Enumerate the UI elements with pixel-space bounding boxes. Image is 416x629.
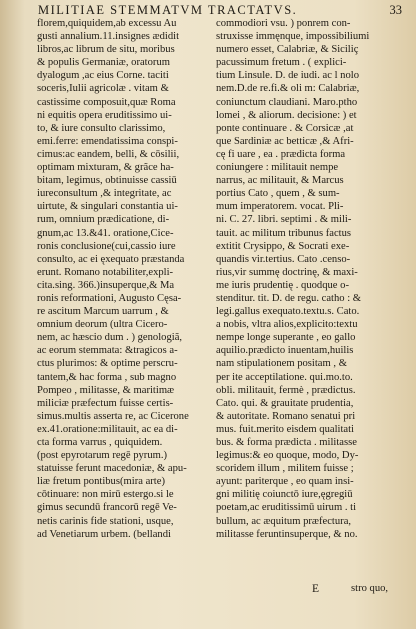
text-line: numero esset, Calabriæ, & Siciliç xyxy=(216,44,359,56)
text-line: portius Cato , quem , & sum- xyxy=(216,188,340,200)
text-line: & autoritate. Romano senatui pri xyxy=(216,410,356,422)
left-text-column xyxy=(37,17,210,541)
text-line: castissime composuit,quæ Roma xyxy=(37,96,176,108)
running-title: MILITIAE STEMMATVM TRACTATVS. xyxy=(38,3,298,17)
text-line: rum, omnium prædicatione, di- xyxy=(37,214,170,226)
text-line: pacussimum fretum . ( explici- xyxy=(216,57,347,69)
right-text-column xyxy=(216,17,392,541)
text-line: uirtute, & singulari constantia ui- xyxy=(37,201,178,213)
text-line: per ite acceptilatione. qui.mo.to. xyxy=(216,371,353,383)
text-line: emi.ferre: emendatissima conspi- xyxy=(37,135,178,147)
text-line: militasse feruntinsuperque, & no. xyxy=(216,528,358,540)
text-line: nam stipulationem positam , & xyxy=(216,358,347,370)
text-line: ayunt: pariterque , eo quam insi- xyxy=(216,476,354,488)
text-line: nem, ac hæscio dum . ) genologiã, xyxy=(37,332,183,344)
text-line: stenditur. tit. D. de regu. catho : & xyxy=(216,292,362,304)
text-line: legimus:& eo quoque, modo, Dy- xyxy=(216,450,359,462)
text-line: que Sardiniæ ac betticæ ,& Afri- xyxy=(216,135,354,147)
text-line: statuisse ferunt macedoniæ, & apu- xyxy=(37,463,187,475)
text-line: Cato. qui. & grauitate prudentia, xyxy=(216,397,354,409)
text-line: a nobis, vltra alios,explicito:textu xyxy=(216,319,358,331)
text-line: Pompeo , militasse, & maritimæ xyxy=(37,384,175,396)
text-line: ronis reformationi, Augusto Cęsa- xyxy=(37,292,182,304)
text-line: florem,quiquidem,ab excessu Au xyxy=(37,18,177,29)
page-number: 33 xyxy=(389,3,402,17)
text-line: netis carinis fide stationi, usque, xyxy=(37,515,174,527)
text-line: bullum, ac æquitum præfectura, xyxy=(216,515,352,527)
text-line: cimus:ac eandem, belli, & cōsilii, xyxy=(37,148,180,160)
text-line: mum imperatorem. vocat. Pli- xyxy=(216,201,344,213)
text-line: (post epyrotarum regē pyrum.) xyxy=(37,450,168,462)
text-line: bus. & forma prædicta . militasse xyxy=(216,437,357,448)
text-line: gnum,ac 13.&41. oratione,Cice- xyxy=(37,227,174,239)
text-line: cōtinuare: non mirū estergo.si le xyxy=(37,489,174,501)
catchword-line xyxy=(216,583,392,597)
text-line: to, & iure consulto clarissimo, xyxy=(37,122,166,134)
text-line: gni militię coiunctō iure,ęgregiū xyxy=(216,489,353,501)
text-line: ac eorum stemmata: &tragicos a- xyxy=(37,345,178,357)
text-line: tauit. ac militum tribunus factus xyxy=(216,227,352,239)
text-line: ni. C. 27. libri. septimi . & mili- xyxy=(216,214,352,226)
text-line: obli. militauit, fermè , prædictus. xyxy=(216,384,356,396)
text-line: extitit Crysippo, & Socrati exe- xyxy=(216,240,350,252)
text-line: me iuris prudentię . quodque o- xyxy=(216,279,349,291)
text-line: quandis vir.tertius. Cato .censo- xyxy=(216,253,351,265)
text-line: poetam,ac eruditissimū uirum . ti xyxy=(216,502,357,514)
text-line: soceris,Iulii agricolæ . vitam & xyxy=(37,83,169,95)
text-line: omnium deorum (ultra Cicero- xyxy=(37,319,168,331)
text-line: rius,vir summę doctrinę, & maxi- xyxy=(216,266,358,278)
text-line: ronis conclusione(cui,cassio iure xyxy=(37,240,176,252)
text-line: nem.D.de re.fi.& oli m: Calabriæ, xyxy=(216,83,360,95)
text-line: consulto, ac ei ęxequato præstanda xyxy=(37,253,185,265)
text-line: gimus secundū francorū regē Ve- xyxy=(37,502,177,514)
text-line: libros,ac librum de situ, moribus xyxy=(37,44,175,56)
text-line: scoridem illum , militem fuisse ; xyxy=(216,463,354,475)
text-line: legi.gallus exequato.textu.s. Cato. xyxy=(216,306,360,318)
text-line: ex.41.oratione:militauit, ac ea di- xyxy=(37,423,178,435)
text-line: cę fi uare , ea . prædicta forma xyxy=(216,148,346,160)
text-line: commodiori vsu. ) ponrem con- xyxy=(216,18,351,29)
text-line: iureconsultum ,& integritate, ac xyxy=(37,188,172,200)
text-line: ni equitis opera eruditissimo ui- xyxy=(37,109,172,121)
text-line: narrus, ac militauit, & Marcus xyxy=(216,175,344,187)
text-line: & populis Germaniæ, oratorum xyxy=(37,57,170,69)
text-line: gusti annalium.11.insignes ædidit xyxy=(37,31,180,43)
signature-mark: E xyxy=(312,583,320,595)
text-line: ctus plurimos: & optime perscru- xyxy=(37,358,178,370)
catchword: stro quo, xyxy=(351,583,389,594)
text-line: optimam mixturam, & grãce ha- xyxy=(37,162,174,174)
text-line: re ascitum Marcum uarrum , & xyxy=(37,306,169,318)
text-line: cta forma varrus , quiquidem. xyxy=(37,437,163,448)
text-line: mus. fuit.merito eisdem qualitati xyxy=(216,423,354,435)
text-line: erunt. Romano notabiliter,expli- xyxy=(37,266,174,278)
text-line: nempe longe superante , eo gallo xyxy=(216,332,356,344)
text-line: coniungere : militauit nempe xyxy=(216,162,339,174)
text-line: aquilio.prædicto inuentam,huilis xyxy=(216,345,354,357)
text-line: bitam, legimus, obtinuisse cassiū xyxy=(37,175,177,187)
text-line: struxisse immęnque, impossibiliumi xyxy=(216,31,370,43)
text-line: ponte continuare . & Corsicæ ,at xyxy=(216,122,354,134)
text-line: liæ fretum pontibus(mira arte) xyxy=(37,476,165,488)
text-line: miliciæ præfectum fuisse certis- xyxy=(37,397,174,409)
text-line: tantem,& hac forma , sub magno xyxy=(37,371,177,383)
text-line: coniunctum claudiani. Maro.ptho xyxy=(216,96,358,108)
text-line: lomei , & aliorum. decisione: ) et xyxy=(216,109,357,121)
text-line: cita.sing. 366.)insuperque,& Ma xyxy=(37,279,175,291)
text-line: tium Linsule. D. de iudi. ac l nolo xyxy=(216,70,359,82)
text-line: simus.multis asserta re, ac Cicerone xyxy=(37,410,189,422)
text-line: ad Venetiarum urbem. (bellandi xyxy=(37,528,171,540)
text-line: dyalogum ,ac eius Corne. taciti xyxy=(37,70,169,82)
